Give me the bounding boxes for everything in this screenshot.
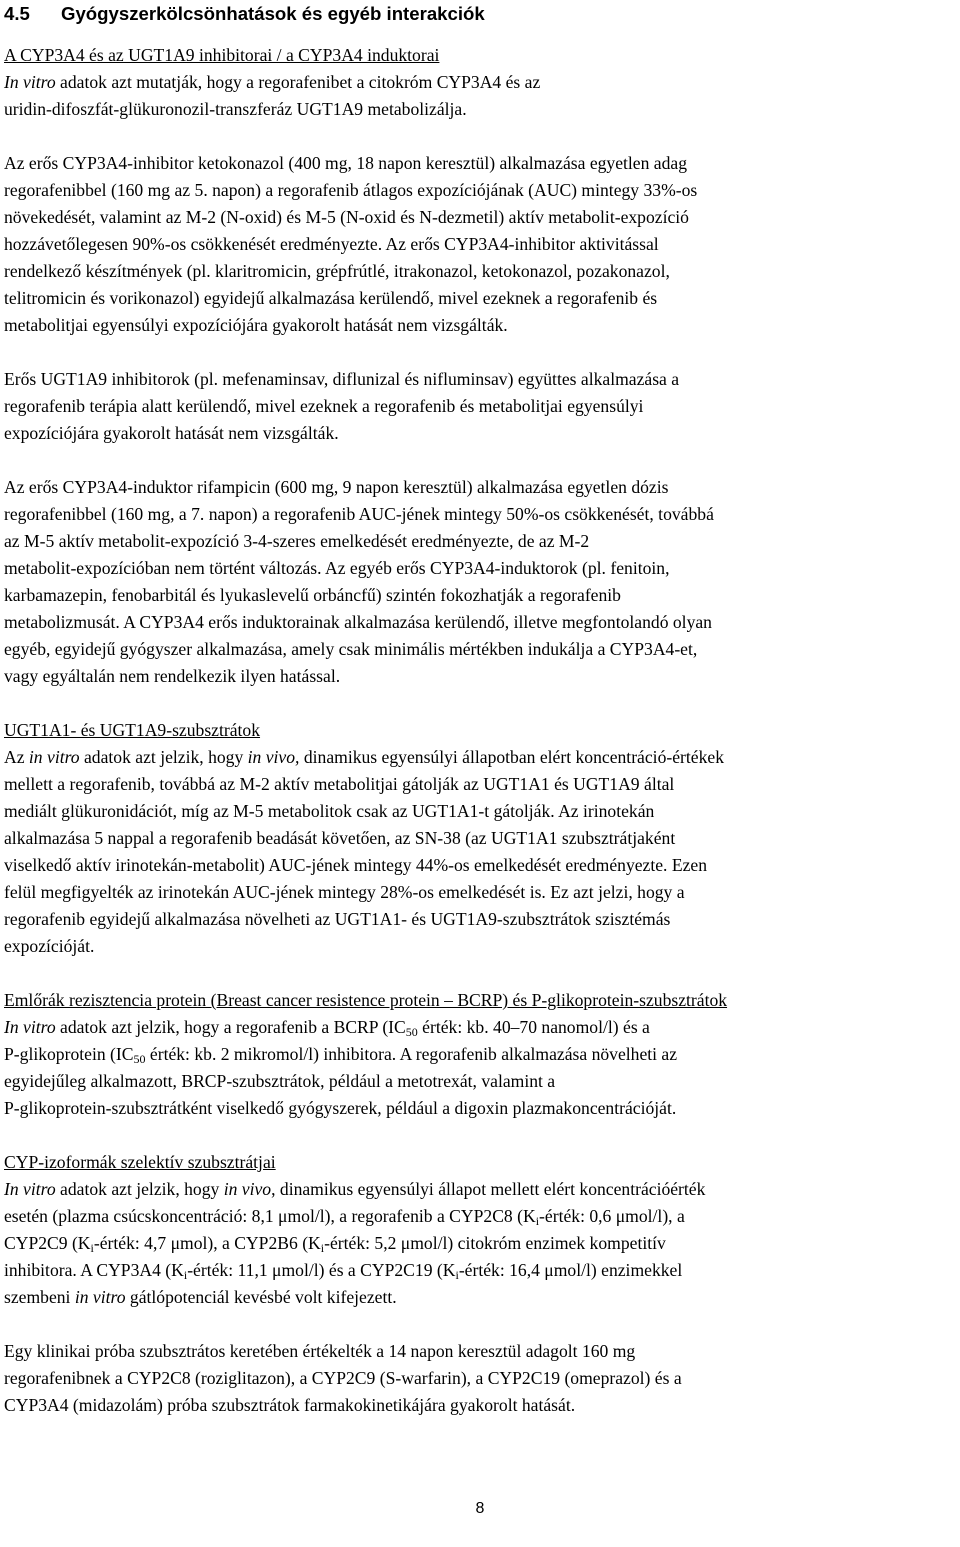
text-span: -érték: 5,2 μmol/l) citokróm enzimek kompetitív — [324, 1233, 666, 1253]
subsection-title: A CYP3A4 és az UGT1A9 inhibitorai / a CYP3A4 induktorai — [4, 45, 440, 65]
text-span: adatok azt jelzik, hogy — [55, 1179, 224, 1199]
subsection-bcrp-pgp — [4, 987, 958, 1122]
text-line: metabolitjai egyensúlyi expozíciójára gyakorolt hatását nem vizsgálták. — [4, 315, 508, 335]
text-line: regorafenib terápia alatt kerülendő, mivel ezeknek a regorafenib és metabolitjai egyensúlyi — [4, 396, 644, 416]
text-line: regorafenibbel (160 mg, a 7. napon) a regorafenib AUC-jének mintegy 50%-os csökkenését, továbbá — [4, 504, 714, 524]
section-title: Gyógyszerkölcsönhatások és egyéb interakciók — [61, 3, 485, 24]
subscript: 50 — [133, 1052, 146, 1066]
text-line: hozzávetőlegesen 90%-os csökkenését eredményezte. Az erős CYP3A4-inhibitor aktivitással — [4, 234, 659, 254]
text-span: esetén (plazma csúcskoncentráció: 8,1 μmol/l), a regorafenib a CYP2C8 (K — [4, 1206, 536, 1226]
text-line: karbamazepin, fenobarbitál és lyukaslevelű orbáncfű) szintén fokozhatják a regorafenib — [4, 585, 621, 605]
text-line: regorafenibnek a CYP2C8 (roziglitazon), a CYP2C9 (S-warfarin), a CYP2C19 (omeprazol) és a — [4, 1368, 682, 1388]
paragraph — [4, 1338, 958, 1419]
text-line: CYP3A4 (midazolám) próba szubsztrátok farmakokinetikájára gyakorolt hatását. — [4, 1395, 576, 1415]
text-span: dinamikus egyensúlyi állapotban elért koncentráció-értékek — [299, 747, 724, 767]
subsection-ugt1a1-ugt1a9-substrates — [4, 717, 958, 960]
text-span: érték: kb. 40–70 nanomol/l) és a — [417, 1017, 650, 1037]
subscript: i — [455, 1268, 459, 1282]
text-line: felül megfigyelték az irinotekán AUC-jének mintegy 28%-os emelkedését is. Ez azt jelzi, hogy a — [4, 882, 685, 902]
text-span: érték: kb. 2 mikromol/l) inhibitora. A regorafenib alkalmazása növelheti az — [145, 1044, 678, 1064]
text-span: gátlópotenciál kevésbé volt kifejezett. — [125, 1287, 397, 1307]
subsection-title: CYP-izoformák szelektív szubsztrátjai — [4, 1152, 276, 1172]
text-line: egyidejűleg alkalmazott, BRCP-szubsztrátok, például a metotrexát, valamint a — [4, 1071, 556, 1091]
text-line: P-glikoprotein-szubsztrátként viselkedő gyógyszerek, például a digoxin plazmakoncentrációját. — [4, 1098, 677, 1118]
paragraph — [4, 150, 958, 339]
subscript: 50 — [405, 1025, 418, 1039]
text-span: -érték: 0,6 μmol/l), a — [539, 1206, 685, 1226]
text-line: mellett a regorafenib, továbbá az M-2 aktív metabolitjai gátolják az UGT1A1 és UGT1A9 által — [4, 774, 675, 794]
text-span: adatok azt mutatják, hogy a regorafenibet a citokróm CYP3A4 és az — [55, 72, 541, 92]
text-span: -érték: 16,4 μmol/l) enzimekkel — [458, 1260, 683, 1280]
subsection-title: Emlőrák rezisztencia protein (Breast cancer resistence protein – BCRP) és P-glikoprotein-szubsztrátok — [4, 990, 728, 1010]
subscript: i — [90, 1241, 94, 1255]
text-span: adatok azt jelzik, hogy a regorafenib a BCRP (IC — [55, 1017, 406, 1037]
subscript: i — [183, 1268, 188, 1282]
text-span: CYP2C9 (K — [4, 1233, 91, 1253]
text-line: regorafenibbel (160 mg az 5. napon) a regorafenib átlagos expozíciójának (AUC) mintegy 33%-os — [4, 180, 698, 200]
section-number: 4.5 — [4, 3, 30, 24]
italic-term: In vitro — [4, 1179, 56, 1199]
text-line: metabolit-expozícióban nem történt változás. Az egyéb erős CYP3A4-induktorok (pl. fenitoin, — [4, 558, 670, 578]
paragraph — [4, 1014, 958, 1122]
text-span: -érték: 4,7 μmol), a CYP2B6 (K — [93, 1233, 321, 1253]
italic-term: in vitro — [28, 747, 80, 767]
text-line: egyéb, egyidejű gyógyszer alkalmazása, amely csak minimális mértékben indukálja a CYP3A4-et, — [4, 639, 698, 659]
paragraph — [4, 474, 958, 690]
text-line: Erős UGT1A9 inhibitorok (pl. mefenaminsav, diflunizal és nifluminsav) együttes alkalmazása a — [4, 369, 680, 389]
text-line: növekedését, valamint az M-2 (N-oxid) és M-5 (N-oxid és N-dezmetil) aktív metabolit-expozíció — [4, 207, 689, 227]
subsection-cyp-isoforms — [4, 1149, 958, 1419]
text-span: adatok azt jelzik, hogy — [79, 747, 248, 767]
text-line: rendelkező készítmények (pl. klaritromicin, grépfrútlé, itrakonazol, ketokonazol, pozakonazol, — [4, 261, 670, 281]
italic-term: in vivo — [223, 1179, 272, 1199]
text-span: P-glikoprotein (IC — [4, 1044, 134, 1064]
document-page — [4, 0, 958, 1547]
text-line: Az erős CYP3A4-induktor rifampicin (600 mg, 9 napon keresztül) alkalmazása egyetlen dózis — [4, 477, 669, 497]
italic-term: In vitro — [4, 1017, 56, 1037]
text-span: szembeni — [4, 1287, 75, 1307]
text-line: az M-5 aktív metabolit-expozíció 3-4-szeres emelkedését eredményezte, de az M-2 — [4, 531, 590, 551]
text-line: Az erős CYP3A4-inhibitor ketokonazol (400 mg, 18 napon keresztül) alkalmazása egyetlen adag — [4, 153, 688, 173]
text-span: inhibitora. A CYP3A4 (K — [4, 1260, 184, 1280]
text-line: metabolizmusát. A CYP3A4 erős induktorainak alkalmazása kerülendő, illetve megfontolandó olyan — [4, 612, 712, 632]
italic-term: In vitro — [4, 72, 56, 92]
page-number: 8 — [475, 1500, 485, 1517]
text-line: alkalmazása 5 nappal a regorafenib beadását követően, az SN-38 (az UGT1A1 szubsztrátjaként — [4, 828, 676, 848]
paragraph — [4, 1176, 958, 1311]
text-line: expozícióját. — [4, 936, 95, 956]
text-line: telitromicin és vorikonazol) egyidejű alkalmazása kerülendő, mivel ezeknek a regorafenib és — [4, 288, 658, 308]
text-span: Az — [4, 747, 29, 767]
text-line: viselkedő aktív irinotekán-metabolit) AUC-jének mintegy 44%-os emelkedését eredményezte. Ezen — [4, 855, 708, 875]
text-span: , dinamikus egyensúlyi állapot mellett elért koncentrációérték — [271, 1179, 706, 1199]
text-line: vagy egyáltalán nem rendelkezik ilyen hatással. — [4, 666, 341, 686]
paragraph — [4, 366, 958, 447]
subscript: i — [320, 1241, 325, 1255]
section-heading — [4, 0, 958, 27]
paragraph — [4, 69, 958, 123]
text-line: uridin-difoszfát-glükuronozil-transzferáz UGT1A9 metabolizálja. — [4, 99, 467, 119]
italic-term: in vivo, — [247, 747, 300, 767]
subsection-title: UGT1A1- és UGT1A9-szubsztrátok — [4, 720, 261, 740]
text-span: -érték: 11,1 μmol/l) és a CYP2C19 (K — [187, 1260, 456, 1280]
subsection-cyp3a4-ugt1a9 — [4, 42, 958, 690]
subscript: i — [535, 1214, 540, 1228]
text-line: Egy klinikai próba szubsztrátos keretében értékelték a 14 napon keresztül adagolt 160 mg — [4, 1341, 636, 1361]
text-line: regorafenib egyidejű alkalmazása növelheti az UGT1A1- és UGT1A9-szubsztrátok szisztémás — [4, 909, 671, 929]
paragraph — [4, 744, 958, 960]
text-line: expozíciójára gyakorolt hatását nem vizsgálták. — [4, 423, 339, 443]
text-line: mediált glükuronidációt, míg az M-5 metabolitok csak az UGT1A1-t gátolják. Az irinotekán — [4, 801, 655, 821]
italic-term: in vitro — [74, 1287, 126, 1307]
